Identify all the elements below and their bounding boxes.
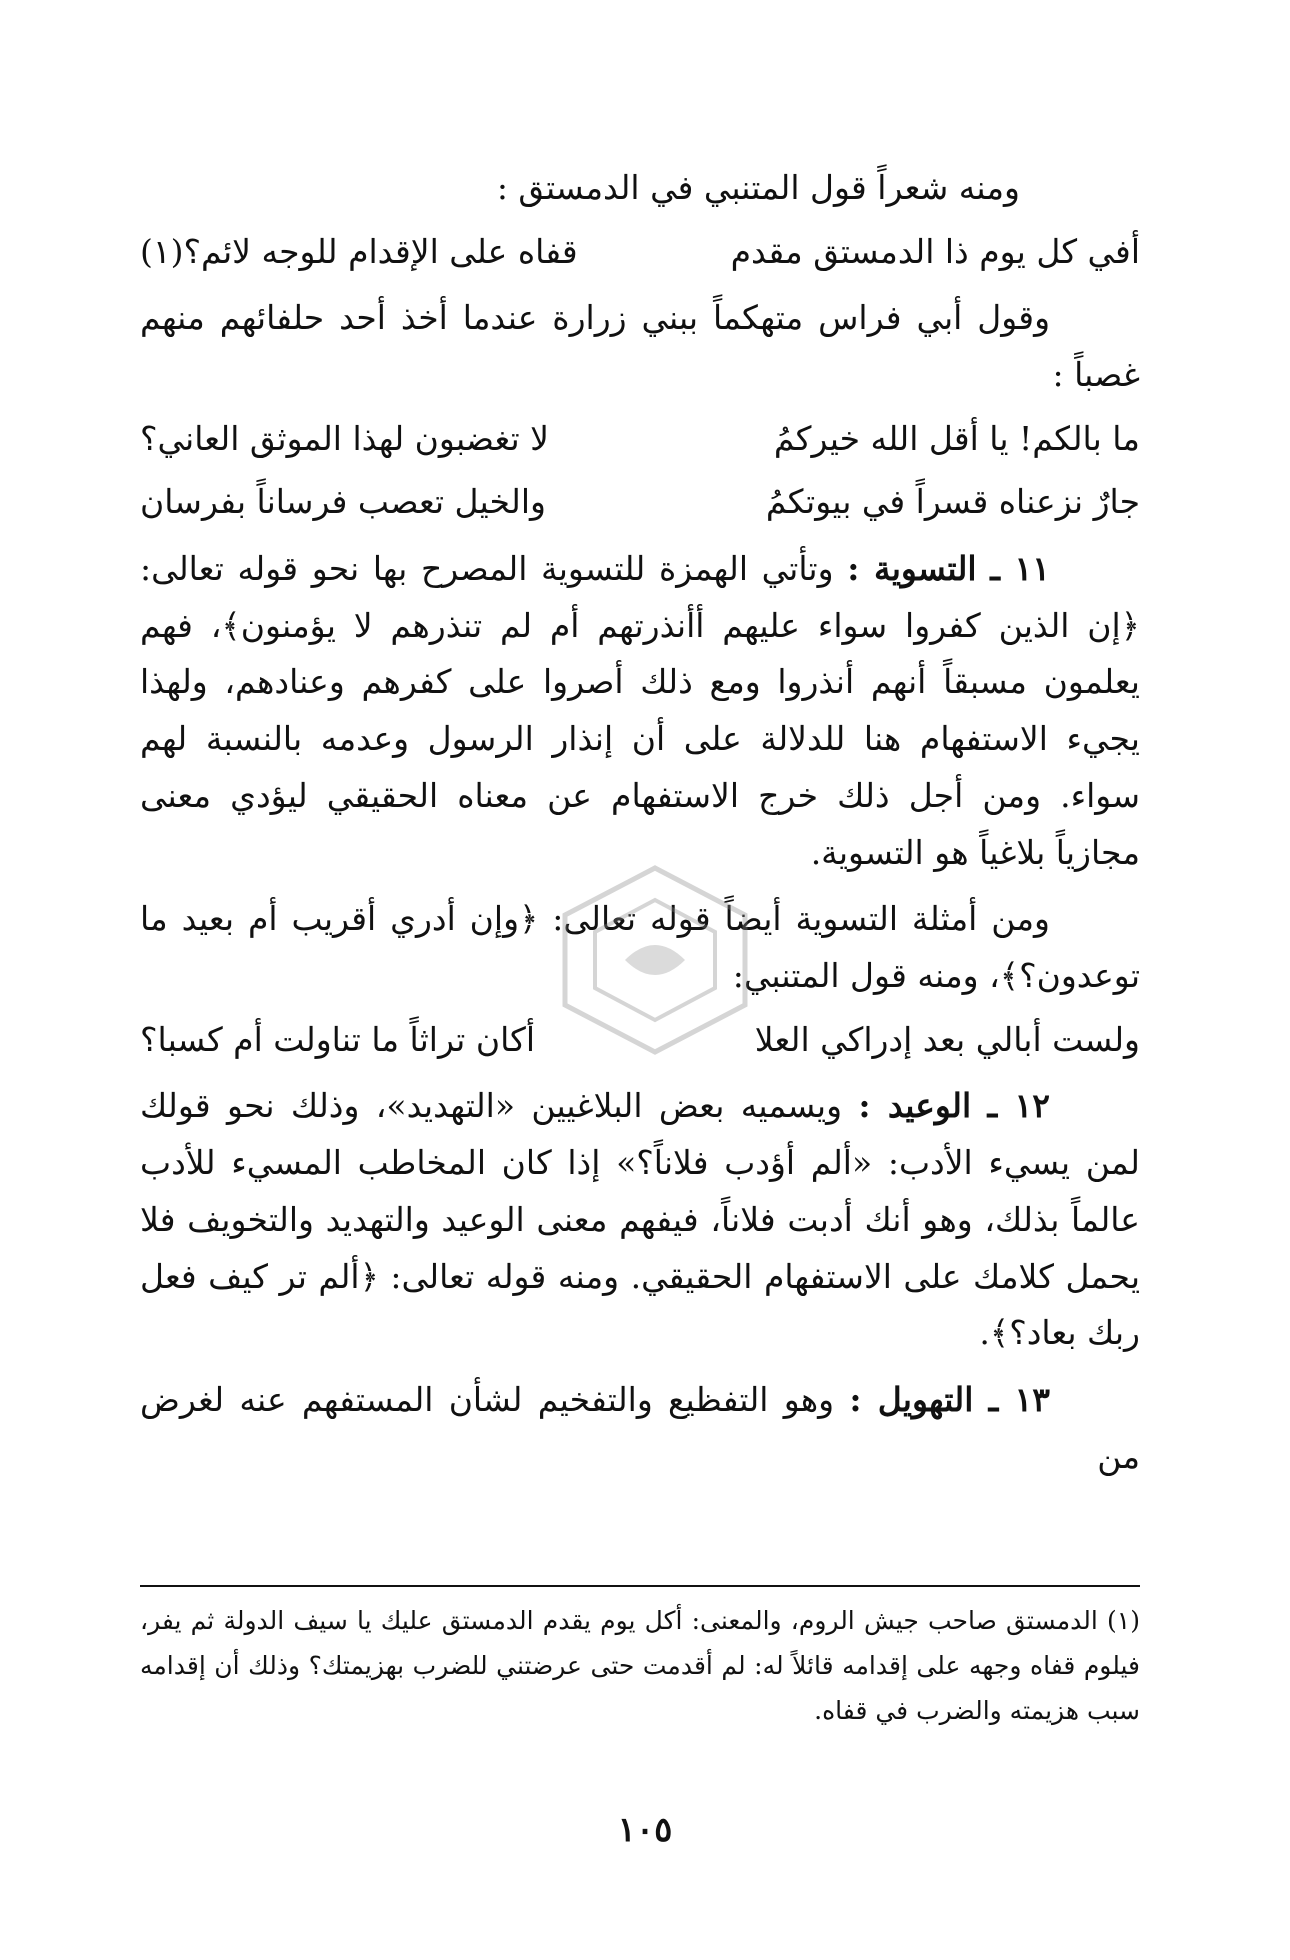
verse-1 — [140, 227, 1140, 277]
footnote — [140, 1598, 1140, 1733]
intro-line: ومنه شعراً قول المتنبي في الدمستق : — [496, 168, 1020, 207]
paragraph-examples: ومن أمثلة التسوية أيضاً قوله تعالى: ﴿وإن أدري أقريب أم بعيد ما توعدون؟﴾، ومنه قول المتنبي: — [140, 899, 1140, 995]
paragraph-abu-firas: وقول أبي فراس متهكماً ببني زرارة عندما أخذ أحد حلفائهم منهم غصباً : — [140, 298, 1140, 394]
section-12 — [140, 1078, 1140, 1362]
verse-4-hemistich-right: ولست أبالي بعد إدراكي العلا — [754, 1019, 1140, 1059]
section-11-text: وتأتي الهمزة للتسوية المصرح بها نحو قوله تعالى: ﴿إن الذين كفروا سواء عليهم أأنذرتهم أم لم تنذرهم لا يؤمنون﴾، فهم يعلمون مسبقاً أنهم أنذروا ومع ذلك أصروا على كفرهم وعنادهم، ولهذا يجيء الاستفهام هنا للدلالة على أن إنذار الرسول وعدمه بالنسبة لهم سواء. ومن أجل ذلك خرج الاستفهام عن معناه الحقيقي ليؤدي معنى مجازياً بلاغياً هو التسوية. — [140, 548, 1140, 872]
section-11 — [140, 541, 1140, 882]
verse-1-hemistich-right: أفي كل يوم ذا الدمستق مقدم — [730, 231, 1140, 271]
footnote-text: الدمستق صاحب جيش الروم، والمعنى: أكل يوم يقدم الدمستق عليك يا سيف الدولة ثم يفر، فيلوم قفاه وجهه على إقدامه قائلاً له: لم أقدمت حتى عرضتني للضرب بهزيمتك؟ وذلك أن إقدامه سبب هزيمته والضرب في قفاه. — [140, 1606, 1140, 1725]
verse-3-hemistich-right: جارٌ نزعناه قسراً في بيوتكمُ — [765, 482, 1140, 522]
section-12-text: ويسميه بعض البلاغيين «التهديد»، وذلك نحو قولك لمن يسيء الأدب: «ألم أؤدب فلاناً؟» إذا كان المخاطب المسيء للأدب عالماً بذلك، وهو أنك أدبت فلاناً، فيفهم معنى الوعيد والتهديد والتخويف فلا يحمل كلامك على الاستفهام الحقيقي. ومنه قوله تعالى: ﴿ألم تر كيف فعل ربك بعاد؟﴾. — [140, 1086, 1140, 1353]
footnote-divider — [140, 1585, 1140, 1587]
section-12-number: ١٢ ـ — [987, 1086, 1050, 1126]
section-11-heading: التسوية : — [847, 548, 977, 588]
library-seal-watermark-icon — [555, 860, 755, 1060]
verse-3-hemistich-left: والخيل تعصب فرساناً بفرسان — [140, 482, 546, 522]
verse-2-hemistich-right: ما بالكم! يا أقل الله خيركمُ — [773, 418, 1140, 458]
page-body — [140, 160, 1140, 1496]
verse-2 — [140, 414, 1140, 464]
section-13-heading: التهويل : — [849, 1380, 974, 1419]
section-11-number: ١١ ـ — [990, 548, 1050, 588]
verse-4-hemistich-left: أكان تراثاً ما تناولت أم كسبا؟ — [140, 1019, 536, 1059]
verse-1-hemistich-left: قفاه على الإقدام للوجه لائم؟(١) — [140, 231, 578, 271]
page-number: ١٠٥ — [617, 1810, 673, 1850]
section-12-heading: الوعيد : — [858, 1086, 972, 1126]
section-13 — [140, 1372, 1140, 1486]
footnote-marker: (١) — [1107, 1606, 1140, 1635]
section-13-text: وهو التفظيع والتفخيم لشأن المستفهم عنه لغرض من — [140, 1380, 1140, 1476]
verse-2-hemistich-left: لا تغضبون لهذا الموثق العاني؟ — [140, 418, 549, 458]
verse-3 — [140, 477, 1140, 527]
section-13-number: ١٣ ـ — [988, 1380, 1050, 1419]
